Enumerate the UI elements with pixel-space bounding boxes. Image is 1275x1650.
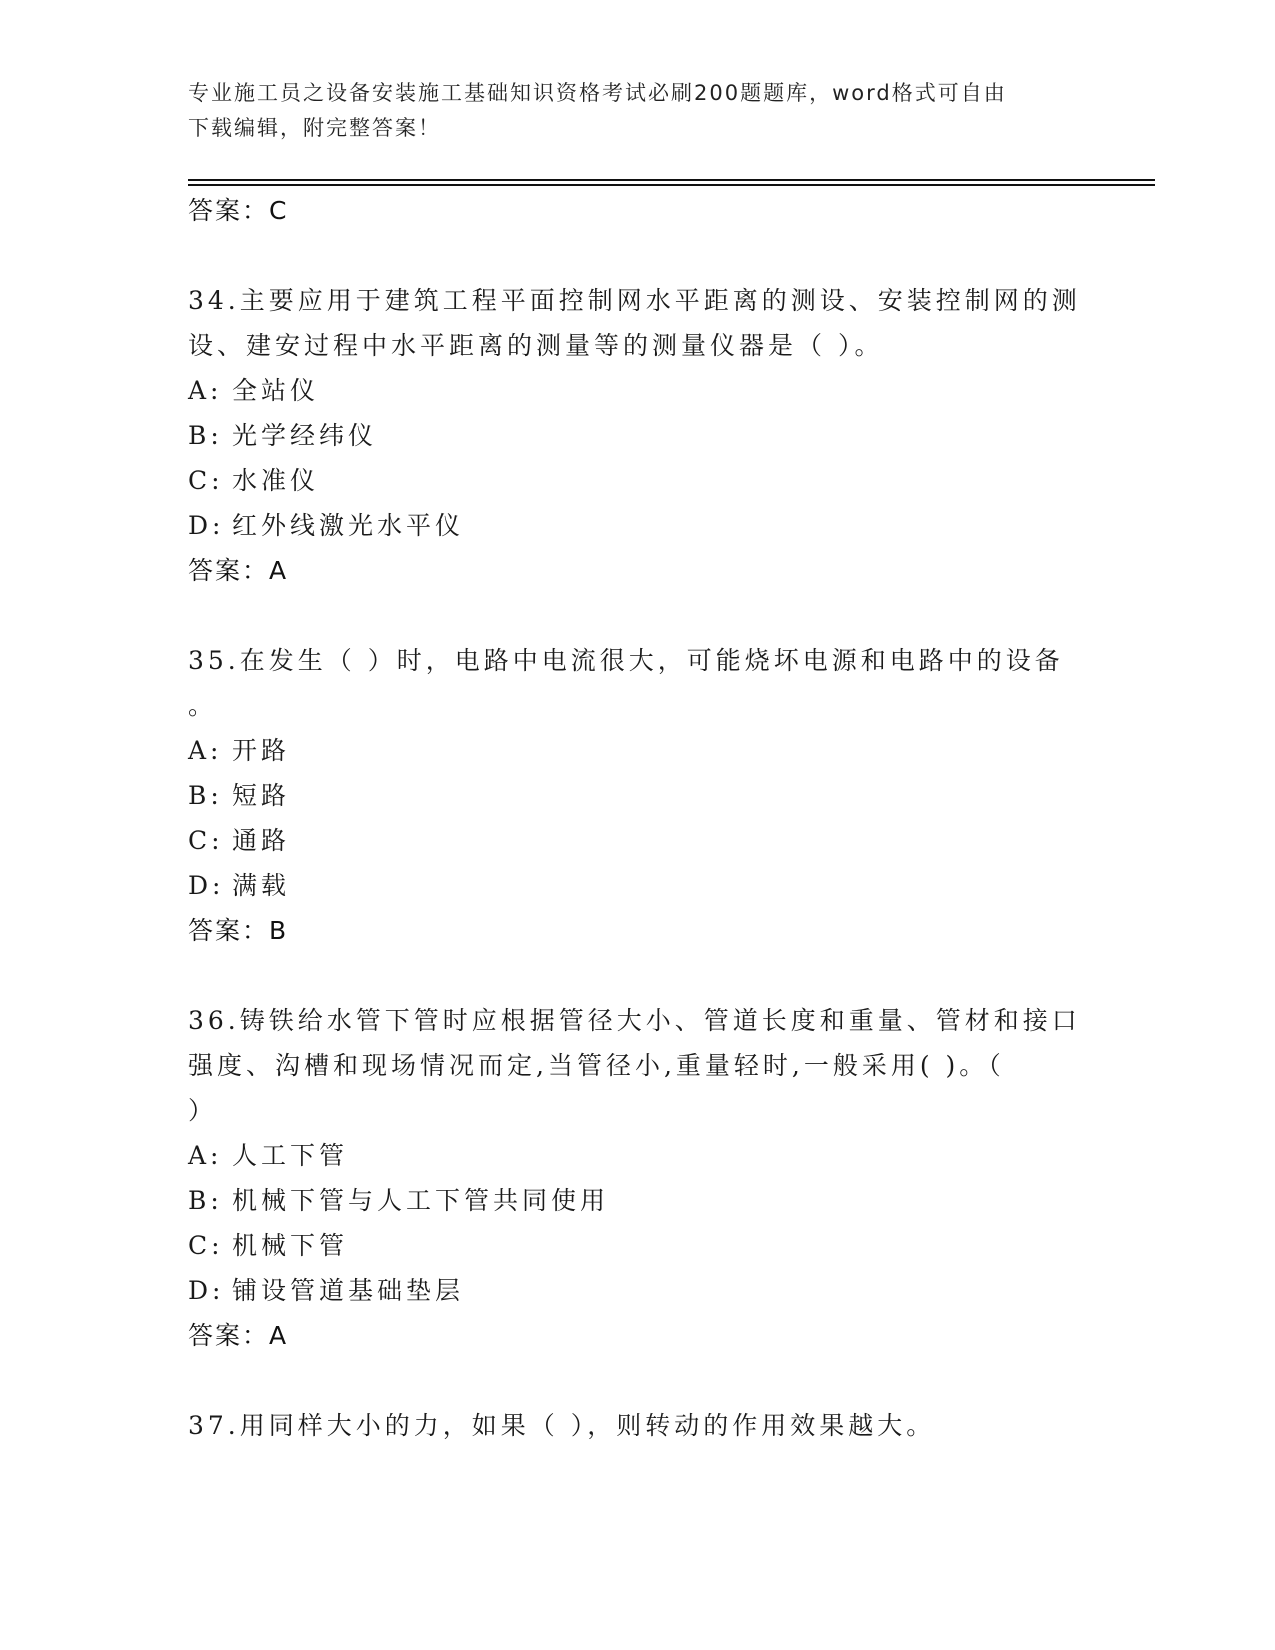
header-line-2: 下载编辑，附完整答案！ — [188, 116, 441, 140]
option-c: C: 通路 — [188, 826, 291, 855]
option-c: C: 机械下管 — [188, 1231, 349, 1260]
header-rule-bottom — [188, 184, 1155, 186]
question-text-line: 强度、沟槽和现场情况而定,当管径小,重量轻时,一般采用( )。（ — [188, 1051, 1005, 1080]
question-text-line: 35.在发生（ ）时，电路中电流很大，可能烧坏电源和电路中的设备 — [188, 646, 1064, 675]
question-text-line: 设、建安过程中水平距离的测量等的测量仪器是（ ）。 — [188, 331, 884, 360]
answer: 答案：A — [188, 1321, 289, 1350]
option-b: B: 光学经纬仪 — [188, 421, 378, 450]
question-text-line: 34.主要应用于建筑工程平面控制网水平距离的测设、安装控制网的测 — [188, 286, 1081, 315]
option-d: D: 满载 — [188, 871, 291, 900]
question-34 — [188, 278, 1088, 593]
question-text-line: 37.用同样大小的力，如果（ ），则转动的作用效果越大。 — [188, 1411, 936, 1440]
option-a: A: 全站仪 — [188, 376, 320, 405]
option-a: A: 开路 — [188, 736, 291, 765]
answer: 答案：B — [188, 916, 289, 945]
question-text-line: ） — [188, 1096, 218, 1125]
question-36 — [188, 998, 1088, 1358]
question-37 — [188, 1403, 1088, 1448]
header-line-1: 专业施工员之设备安装施工基础知识资格考试必刷200题题库，word格式可自由 — [188, 81, 1007, 105]
previous-answer: 答案：C — [188, 196, 289, 225]
option-a: A: 人工下管 — [188, 1141, 349, 1170]
header-rule-top — [188, 179, 1155, 181]
option-c: C: 水准仪 — [188, 466, 320, 495]
question-35 — [188, 638, 1088, 953]
option-b: B: 短路 — [188, 781, 291, 810]
document-header — [188, 76, 1088, 146]
answer: 答案：A — [188, 556, 289, 585]
option-b: B: 机械下管与人工下管共同使用 — [188, 1186, 610, 1215]
question-text-line: 。 — [188, 691, 218, 720]
option-d: D: 红外线激光水平仪 — [188, 511, 465, 540]
question-text-line: 36.铸铁给水管下管时应根据管径大小、管道长度和重量、管材和接口 — [188, 1006, 1081, 1035]
question-list — [188, 188, 1088, 1448]
option-d: D: 铺设管道基础垫层 — [188, 1276, 465, 1305]
